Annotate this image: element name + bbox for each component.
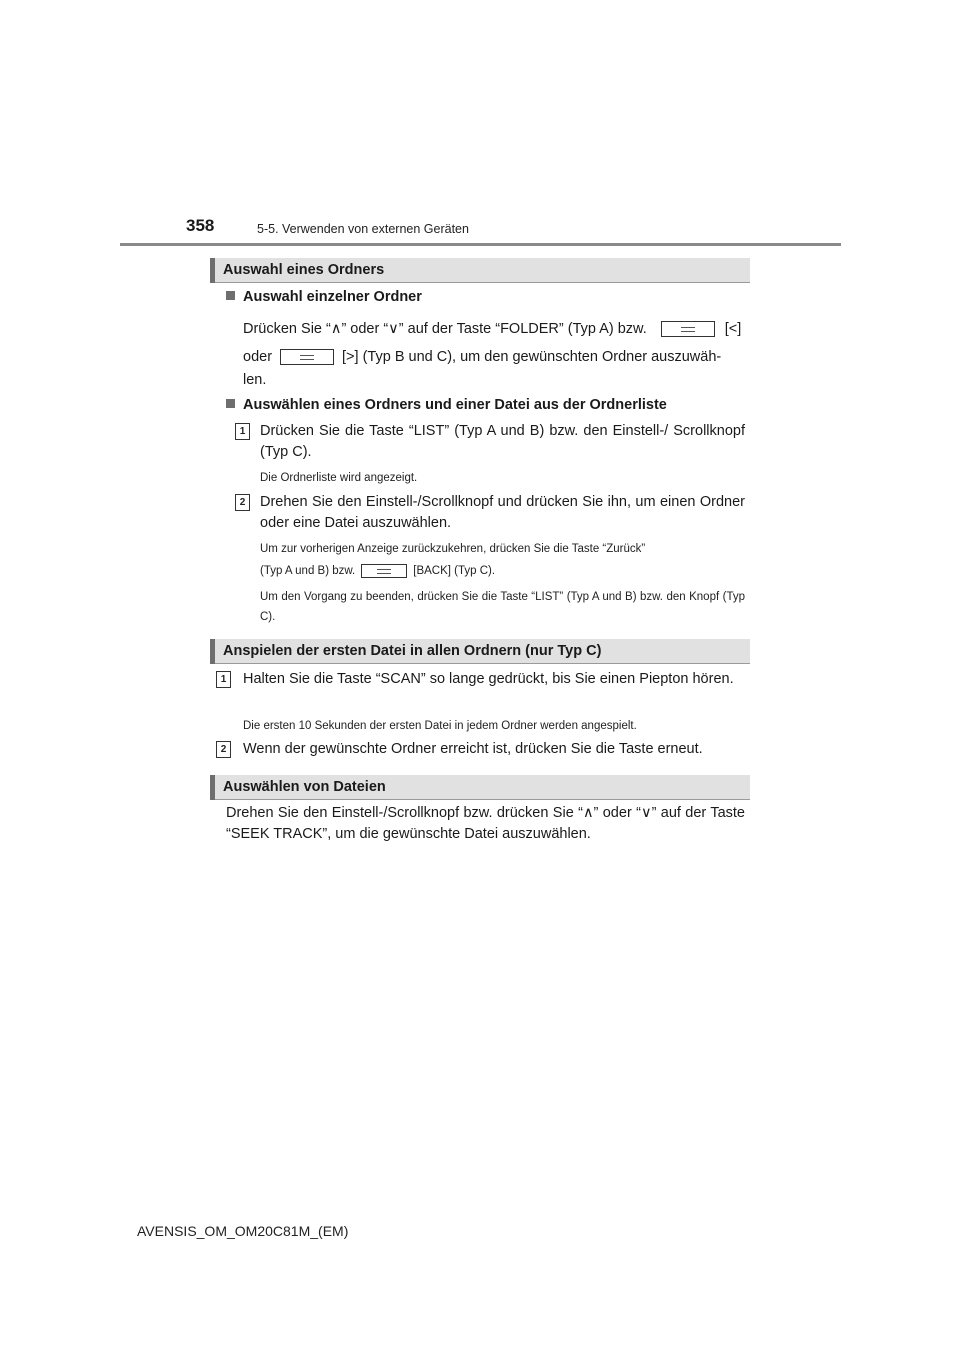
subheading-folder-list	[226, 397, 667, 413]
section-title: Anspielen der ersten Datei in allen Ordnern (nur Typ C)	[223, 643, 602, 659]
instruction-text: Drücken Sie “∧” oder “∨” auf der Taste “FOLDER” (Typ A) bzw.	[243, 321, 647, 337]
instruction-text: [>] (Typ B und C), um den gewünschten Ordner auszuwäh-	[342, 349, 722, 365]
back-button-symbol	[361, 564, 407, 578]
section-heading-folder-selection	[210, 258, 750, 283]
instruction-text: [<]	[724, 321, 742, 337]
section-title: Auswahl eines Ordners	[223, 262, 385, 278]
square-bullet-icon	[226, 399, 235, 408]
button-symbol	[280, 349, 334, 365]
page-number: 358	[186, 216, 215, 235]
instruction-line-2	[243, 346, 721, 368]
square-bullet-icon	[226, 291, 235, 300]
document-code: AVENSIS_OM_OM20C81M_(EM)	[137, 1223, 349, 1239]
instruction-text: oder	[243, 349, 273, 365]
note-text: (Typ A und B) bzw.	[260, 565, 356, 577]
section-heading-play-first-file	[210, 639, 750, 664]
step-number-1: 1	[216, 671, 231, 688]
instruction-line-3: len.	[243, 372, 267, 388]
step-note: Um zur vorherigen Anzeige zurückzukehren, drücken Sie die Taste “Zurück”	[260, 543, 646, 555]
step-note: Die ersten 10 Sekunden der ersten Datei in jedem Ordner werden angespielt.	[243, 720, 637, 732]
step-text: Drehen Sie den Einstell-/Scrollknopf und drücken Sie ihn, um einen Ordner oder eine Datei auszuwählen.	[260, 494, 745, 531]
instruction-line-1	[243, 318, 741, 340]
step-text: Wenn der gewünschte Ordner erreicht ist, drücken Sie die Taste erneut.	[243, 741, 703, 757]
step-text: Drücken Sie die Taste “LIST” (Typ A und B) bzw. den Einstell-/ Scrollknopf (Typ C).	[260, 423, 745, 460]
section-heading-select-files	[210, 775, 750, 800]
step-note	[260, 561, 495, 581]
button-symbol	[661, 321, 715, 337]
step-number-2: 2	[235, 494, 250, 511]
step-number-2: 2	[216, 741, 231, 758]
subheading-single-folder	[226, 289, 422, 305]
step-note: Die Ordnerliste wird angezeigt.	[260, 472, 418, 484]
step-text: Halten Sie die Taste “SCAN” so lange gedrückt, bis Sie einen Piepton hören.	[243, 671, 734, 687]
subheading-text: Auswählen eines Ordners und einer Datei aus der Ordnerliste	[243, 397, 667, 413]
step-note: Um den Vorgang zu beenden, drücken Sie die Taste “LIST” (Typ A und B) bzw. den Knopf (Typ C).	[260, 591, 745, 623]
step-number-1: 1	[235, 423, 250, 440]
note-text: [BACK] (Typ C).	[413, 565, 496, 577]
body-text: Drehen Sie den Einstell-/Scrollknopf bzw. drücken Sie “∧” oder “∨” auf der Taste “SEEK TRACK”, um die gewünschte Datei auszuwählen.	[226, 805, 745, 842]
chapter-title: 5-5. Verwenden von externen Geräten	[257, 222, 469, 236]
subheading-text: Auswahl einzelner Ordner	[243, 289, 422, 305]
section-title: Auswählen von Dateien	[223, 779, 386, 795]
header-rule	[120, 243, 841, 246]
